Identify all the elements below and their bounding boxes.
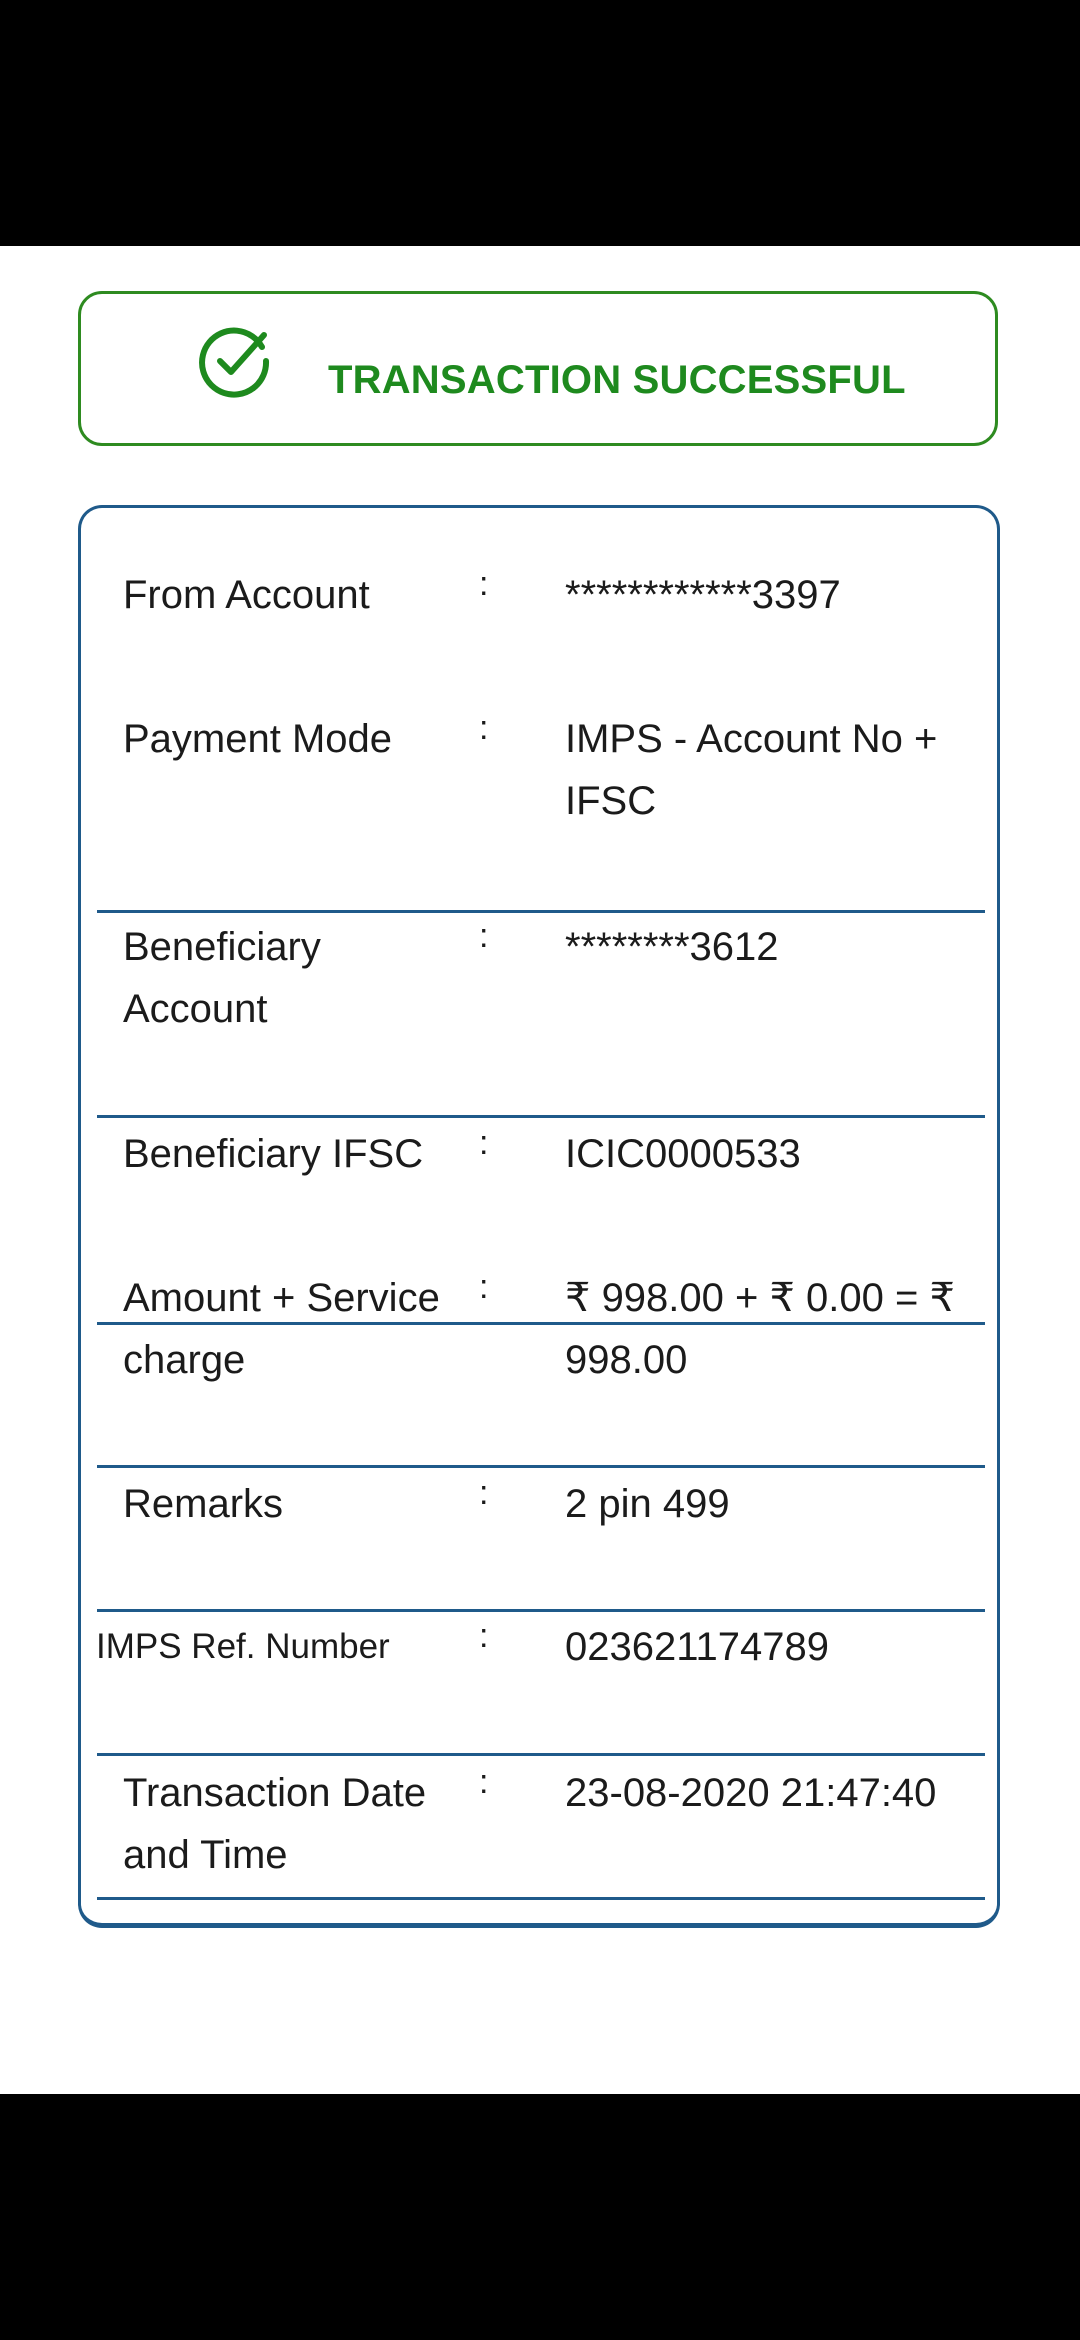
separator-colon: : bbox=[479, 565, 489, 603]
separator-colon: : bbox=[479, 1617, 489, 1655]
separator-colon: : bbox=[479, 1268, 489, 1306]
beneficiary-ifsc-label: Beneficiary IFSC bbox=[123, 1132, 424, 1176]
beneficiary-ifsc-value: ICIC0000533 bbox=[565, 1132, 801, 1176]
row-divider bbox=[97, 1465, 985, 1468]
payment-mode-label: Payment Mode bbox=[123, 717, 393, 761]
status-bar bbox=[0, 0, 1080, 246]
check-circle-icon bbox=[196, 323, 272, 399]
from-account-label: From Account bbox=[123, 573, 370, 617]
imps-ref-label: IMPS Ref. Number bbox=[96, 1627, 390, 1666]
separator-colon: : bbox=[479, 1474, 489, 1512]
remarks-label: Remarks bbox=[123, 1482, 284, 1526]
amount-value: ₹ 998.00 + ₹ 0.00 = ₹ 998.00 bbox=[565, 1276, 955, 1382]
separator-colon: : bbox=[479, 1763, 489, 1801]
row-divider bbox=[97, 1753, 985, 1756]
separator-colon: : bbox=[479, 917, 489, 955]
payment-mode-value: IMPS - Account No + IFSC bbox=[565, 717, 938, 823]
row-divider bbox=[97, 1897, 985, 1900]
transaction-date-value: 23-08-2020 21:47:40 bbox=[565, 1771, 937, 1815]
row-divider bbox=[97, 910, 985, 913]
imps-ref-value: 023621174789 bbox=[565, 1625, 829, 1669]
transaction-details-card bbox=[78, 505, 1000, 1928]
beneficiary-account-label: Beneficiary Account bbox=[123, 925, 321, 1031]
from-account-value: ************3397 bbox=[565, 573, 841, 617]
navigation-bar bbox=[0, 2094, 1080, 2340]
transaction-status-banner bbox=[78, 291, 998, 446]
row-divider bbox=[97, 1609, 985, 1612]
separator-colon: : bbox=[479, 1124, 489, 1162]
separator-colon: : bbox=[479, 709, 489, 747]
transaction-date-label: Transaction Date and Time bbox=[123, 1771, 427, 1877]
receipt-screen bbox=[0, 246, 1080, 2094]
amount-label: Amount + Service charge bbox=[123, 1276, 440, 1382]
beneficiary-account-value: ********3612 bbox=[565, 925, 779, 969]
row-divider bbox=[97, 1115, 985, 1118]
transaction-status-text: TRANSACTION SUCCESSFUL bbox=[328, 358, 906, 402]
remarks-value: 2 pin 499 bbox=[565, 1482, 730, 1526]
